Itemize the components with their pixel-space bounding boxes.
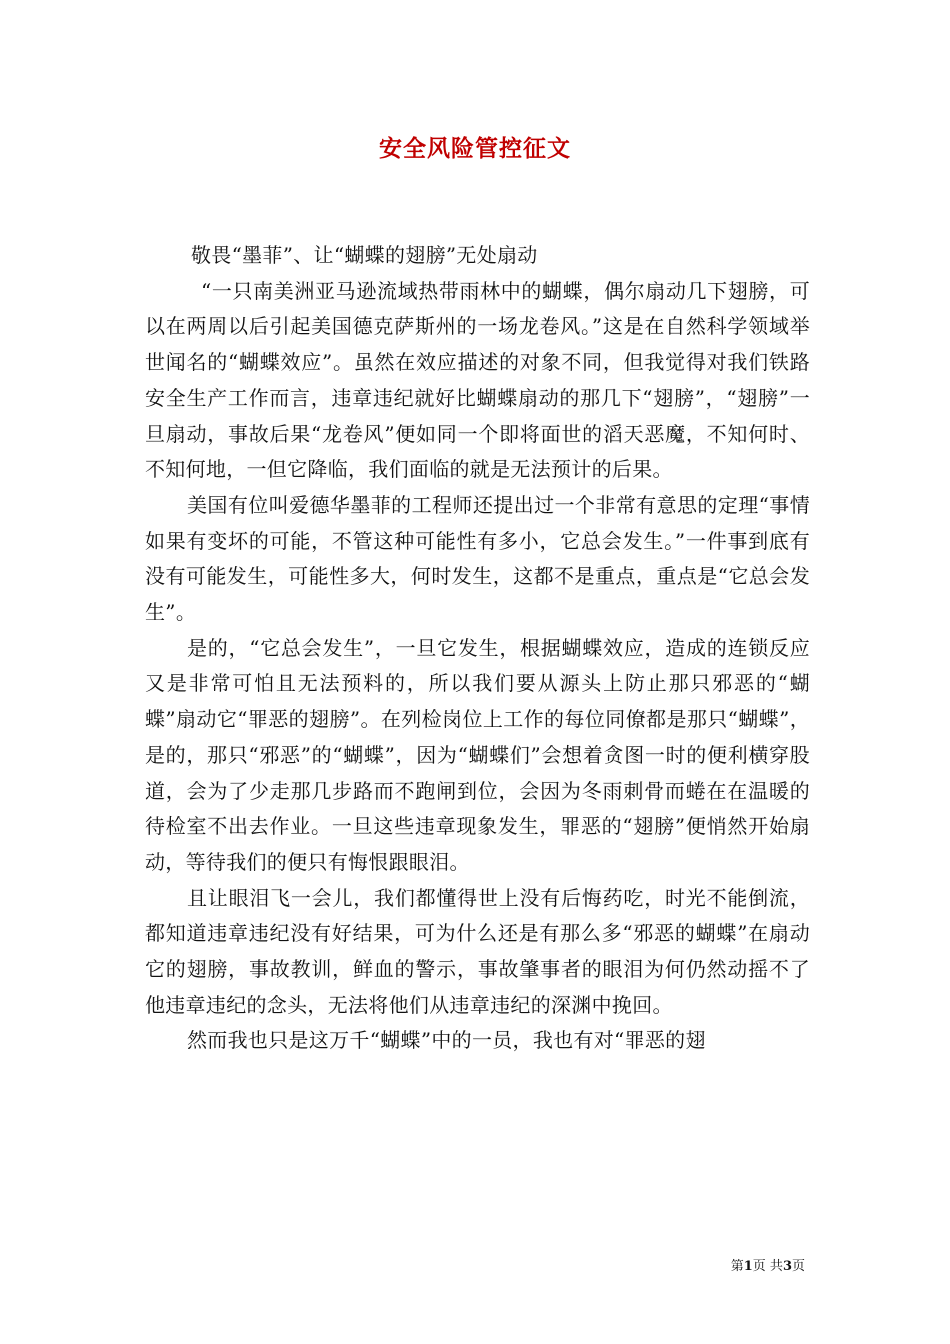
page-prefix: 第 <box>730 1259 744 1274</box>
current-page: 1 <box>743 1259 753 1274</box>
page-suffix: 页 <box>791 1259 805 1274</box>
paragraph: 美国有位叫爱德华墨菲的工程师还提出过一个非常有意思的定理“事情如果有变坏的可能，不管这种可能性有多小，它总会发生。”一件事到底有没有可能发生，可能性多大，何时发生，这都不是重点，重点是“它总会发生”。 <box>145 492 810 625</box>
document-body <box>145 238 810 1059</box>
paragraph: “一只南美洲亚马逊流域热带雨林中的蝴蝶，偶尔扇动几下翅膀，可以在两周以后引起美国德克萨斯州的一场龙卷风。”这是在自然科学领域举世闻名的“蝴蝶效应”。虽然在效应描述的对象不同，但我觉得对我们铁路安全生产工作而言，违章违纪就好比蝴蝶扇动的那几下“翅膀”，“翅膀”一旦扇动，事故后果“龙卷风”便如同一个即将面世的滔天恶魔，不知何时、不知何地，一但它降临，我们面临的就是无法预计的后果。 <box>145 278 810 482</box>
document-title: 安全风险管控征文 <box>379 135 571 162</box>
page-middle: 页 共 <box>752 1259 783 1274</box>
subtitle: 敬畏“墨菲”、让“蝴蝶的翅膀”无处扇动 <box>191 243 538 267</box>
paragraph: 然而我也只是这万千“蝴蝶”中的一员，我也有对“罪恶的翅 <box>187 1028 706 1053</box>
total-pages: 3 <box>782 1259 792 1274</box>
page-number <box>731 1255 805 1274</box>
paragraph: 是的，“它总会发生”，一旦它发生，根据蝴蝶效应，造成的连锁反应又是非常可怕且无法预料的，所以我们要从源头上防止那只邪恶的“蝴蝶”扇动它“罪恶的翅膀”。在列检岗位上工作的每位同僚都是那只“蝴蝶”，是的，那只“邪恶”的“蝴蝶”，因为“蝴蝶们”会想着贪图一时的便利横穿股道，会为了少走那几步路而不跑闸到位，会因为冬雨刺骨而蜷在在温暖的待检室不出去作业。一旦这些违章现象发生，罪恶的“翅膀”便悄然开始扇动，等待我们的便只有悔恨跟眼泪。 <box>145 635 810 874</box>
paragraph: 且让眼泪飞一会儿，我们都懂得世上没有后悔药吃，时光不能倒流，都知道违章违纪没有好结果，可为什么还是有那么多“邪恶的蝴蝶”在扇动它的翅膀，事故教训，鲜血的警示，事故肇事者的眼泪为何仍然动摇不了他违章违纪的念头，无法将他们从违章违纪的深渊中挽回。 <box>145 885 810 1017</box>
